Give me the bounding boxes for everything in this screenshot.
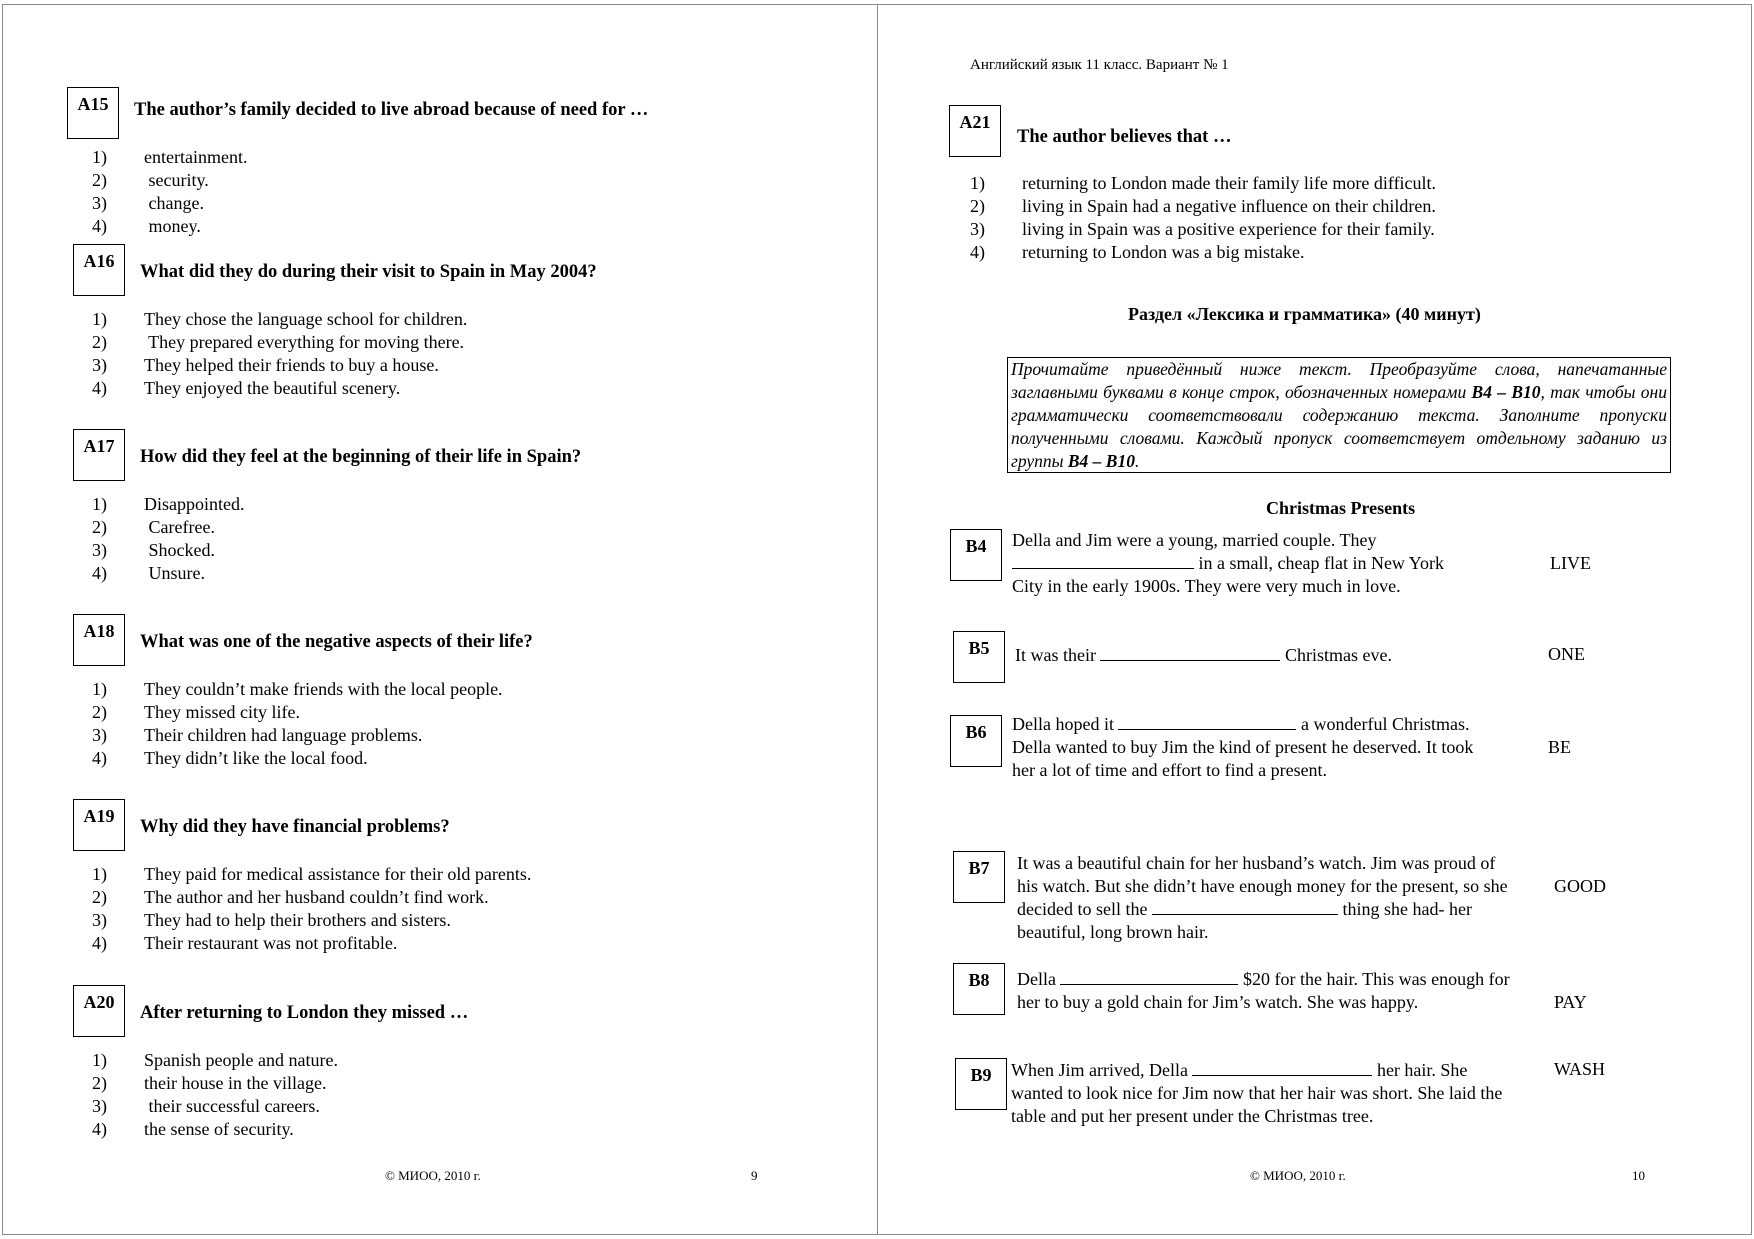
option-text: change. [144, 193, 204, 213]
task-text-before: Della and Jim were a young, married couple. They [1012, 530, 1377, 550]
question-number-box: A21 [949, 105, 1001, 157]
option-text: Shocked. [144, 540, 215, 560]
option [92, 539, 215, 562]
option [92, 192, 204, 215]
option-text: money. [144, 216, 201, 236]
answer-blank[interactable] [1152, 900, 1338, 915]
option [92, 1118, 294, 1141]
option-text: the sense of security. [144, 1119, 294, 1139]
option-text: Carefree. [144, 517, 215, 537]
option-text: Their children had language problems. [144, 725, 423, 745]
task-keyword: LIVE [1550, 553, 1591, 573]
task-text-before: When Jim arrived, Della [1011, 1060, 1193, 1080]
question-number-box: A20 [73, 985, 125, 1037]
option [92, 678, 503, 701]
question-text: What was one of the negative aspects of their life? [140, 632, 533, 652]
task-text [1017, 968, 1513, 1014]
option [92, 1095, 320, 1118]
task-text-before: Della [1017, 969, 1061, 989]
option-number: 3) [92, 355, 107, 375]
task-text [1012, 713, 1498, 782]
option [92, 516, 215, 539]
task-text [1015, 644, 1455, 667]
question-text: What did they do during their visit to Spain in May 2004? [140, 262, 597, 282]
option [92, 724, 422, 747]
task-text [1017, 852, 1513, 944]
option [92, 146, 247, 169]
option [92, 863, 531, 886]
answer-blank[interactable] [1118, 715, 1296, 730]
section-title: Раздел «Лексика и грамматика» (40 минут) [1128, 304, 1481, 324]
option-number: 2) [92, 887, 107, 907]
option [92, 493, 245, 516]
option-text: Spanish people and nature. [144, 1050, 338, 1070]
option-number: 2) [92, 517, 107, 537]
option [970, 195, 1436, 218]
option-number: 1) [92, 494, 107, 514]
option-number: 1) [92, 864, 107, 884]
footer-copyright: © МИОО, 2010 г. [385, 1168, 481, 1183]
task-keyword: BE [1548, 737, 1572, 757]
task-text-after: thing she had- her beautiful, long brown hair. [1017, 899, 1472, 942]
option [970, 241, 1304, 264]
option-text: their house in the village. [144, 1073, 327, 1093]
option-text: They prepared everything for moving there. [144, 332, 465, 352]
option-text: their successful careers. [144, 1096, 320, 1116]
task-text-after: $20 for the hair. This was enough for her to buy a gold chain for Jim’s watch. She was happy. [1017, 969, 1510, 1012]
task-text-after: her hair. She wanted to look nice for Jim now that her hair was short. She laid the table and put her present under the Christmas tree. [1011, 1060, 1503, 1126]
option-number: 3) [92, 725, 107, 745]
question-number-box: A16 [73, 244, 125, 296]
task-number-box: B9 [955, 1058, 1007, 1110]
question-text: Why did they have financial problems? [140, 817, 450, 837]
option-text: They couldn’t make friends with the local people. [144, 679, 503, 699]
question-number-box: A15 [67, 87, 119, 139]
option-number: 1) [970, 173, 985, 193]
option [92, 932, 397, 955]
option-number: 4) [92, 748, 107, 768]
task-text-after: Christmas eve. [1280, 645, 1392, 665]
option-number: 4) [92, 378, 107, 398]
option [92, 354, 439, 377]
option-text: entertainment. [144, 147, 248, 167]
task-keyword: PAY [1554, 992, 1587, 1012]
option [970, 172, 1436, 195]
option-number: 4) [92, 1119, 107, 1139]
instructions-text: Прочитайте приведённый ниже текст. Преобразуйте слова, напечатанные заглавными буквами в конце строк, обозначенных номерами [1011, 359, 1667, 402]
task-text-before: It was their [1015, 645, 1101, 665]
option-text: They helped their friends to buy a house. [144, 355, 439, 375]
footer-copyright: © МИОО, 2010 г. [1250, 1168, 1346, 1183]
question-text: After returning to London they missed … [140, 1003, 469, 1023]
option [92, 377, 400, 400]
option-text: They missed city life. [144, 702, 300, 722]
task-text-after: in a small, cheap flat in New York City in the early 1900s. They were very much in love. [1012, 553, 1444, 596]
task-number-box: B7 [953, 851, 1005, 903]
option [92, 215, 201, 238]
instructions-text: . [1134, 451, 1140, 471]
option-number: 1) [92, 147, 107, 167]
option-text: They chose the language school for children. [144, 309, 468, 329]
answer-blank[interactable] [1012, 554, 1194, 569]
task-text-before: Della hoped it [1012, 714, 1119, 734]
question-text: The author believes that … [1017, 127, 1232, 147]
option-number: 3) [970, 219, 985, 239]
option-number: 3) [92, 193, 107, 213]
page-number: 9 [751, 1168, 758, 1183]
option-text: returning to London was a big mistake. [1022, 242, 1305, 262]
option [92, 1072, 326, 1095]
option [92, 169, 209, 192]
instructions-text: , так чтобы они грамматически соответствовали содержанию текста. Заполните пропуски полученными словами. Каждый пропуск соответствует отдельному заданию из группы [1011, 382, 1667, 471]
option-text: returning to London made their family life more difficult. [1022, 173, 1437, 193]
option [92, 562, 205, 585]
answer-blank[interactable] [1100, 646, 1280, 661]
option-text: Unsure. [144, 563, 205, 583]
option-text: living in Spain was a positive experience for their family. [1022, 219, 1435, 239]
task-text [1012, 529, 1452, 598]
question-text: How did they feel at the beginning of their life in Spain? [140, 447, 582, 467]
task-text [1011, 1059, 1507, 1128]
option-number: 1) [92, 679, 107, 699]
task-number-box: B8 [953, 963, 1005, 1015]
question-number-box: A18 [73, 614, 125, 666]
option-text: They didn’t like the local food. [144, 748, 368, 768]
option-number: 4) [92, 216, 107, 236]
option [92, 886, 489, 909]
option-number: 3) [92, 1096, 107, 1116]
option-number: 2) [92, 1073, 107, 1093]
option [92, 747, 368, 770]
option-text: Their restaurant was not profitable. [144, 933, 398, 953]
question-number-box: A19 [73, 799, 125, 851]
option-text: Disappointed. [144, 494, 245, 514]
option-number: 2) [92, 170, 107, 190]
task-keyword: GOOD [1554, 876, 1606, 896]
page-header: Английский язык 11 класс. Вариант № 1 [970, 57, 1229, 73]
option-number: 4) [970, 242, 985, 262]
instructions-range: B4 – B10 [1067, 451, 1135, 471]
answer-blank[interactable] [1060, 970, 1238, 985]
option-number: 2) [970, 196, 985, 216]
option [92, 308, 467, 331]
option-number: 4) [92, 563, 107, 583]
task-keyword: WASH [1554, 1059, 1606, 1079]
option-text: security. [144, 170, 209, 190]
instructions-box [1007, 357, 1671, 473]
option-number: 2) [92, 702, 107, 722]
task-keyword: ONE [1548, 644, 1585, 664]
page-number: 10 [1632, 1168, 1645, 1183]
task-number-box: B4 [950, 529, 1002, 581]
task-number-box: B6 [950, 715, 1002, 767]
option-number: 3) [92, 910, 107, 930]
option-number: 4) [92, 933, 107, 953]
option [92, 909, 451, 932]
option [92, 701, 300, 724]
option-text: They enjoyed the beautiful scenery. [144, 378, 401, 398]
right-page [878, 0, 1754, 1239]
option-text: They had to help their brothers and sisters. [144, 910, 451, 930]
option [92, 1049, 338, 1072]
task-number-box: B5 [953, 631, 1005, 683]
option-number: 3) [92, 540, 107, 560]
task-text-after: a wonderful Christmas. Della wanted to buy Jim the kind of present he deserved. It took her a lot of time and effort to find a present. [1012, 714, 1474, 780]
question-number-box: A17 [73, 429, 125, 481]
option-text: The author and her husband couldn’t find work. [144, 887, 489, 907]
option-text: living in Spain had a negative influence on their children. [1022, 196, 1436, 216]
option-text: They paid for medical assistance for their old parents. [144, 864, 532, 884]
option-number: 2) [92, 332, 107, 352]
question-text: The author’s family decided to live abroad because of need for … [134, 100, 649, 120]
option [970, 218, 1435, 241]
task-text-before: It was a beautiful chain for her husband’s watch. Jim was proud of his watch. But she didn’t have enough money for the present, so she decided to sell the [1017, 853, 1508, 919]
option [92, 331, 464, 354]
option-number: 1) [92, 1050, 107, 1070]
answer-blank[interactable] [1192, 1061, 1372, 1076]
option-number: 1) [92, 309, 107, 329]
instructions-range: B4 – B10 [1471, 382, 1541, 402]
text-title: Christmas Presents [1266, 498, 1416, 518]
